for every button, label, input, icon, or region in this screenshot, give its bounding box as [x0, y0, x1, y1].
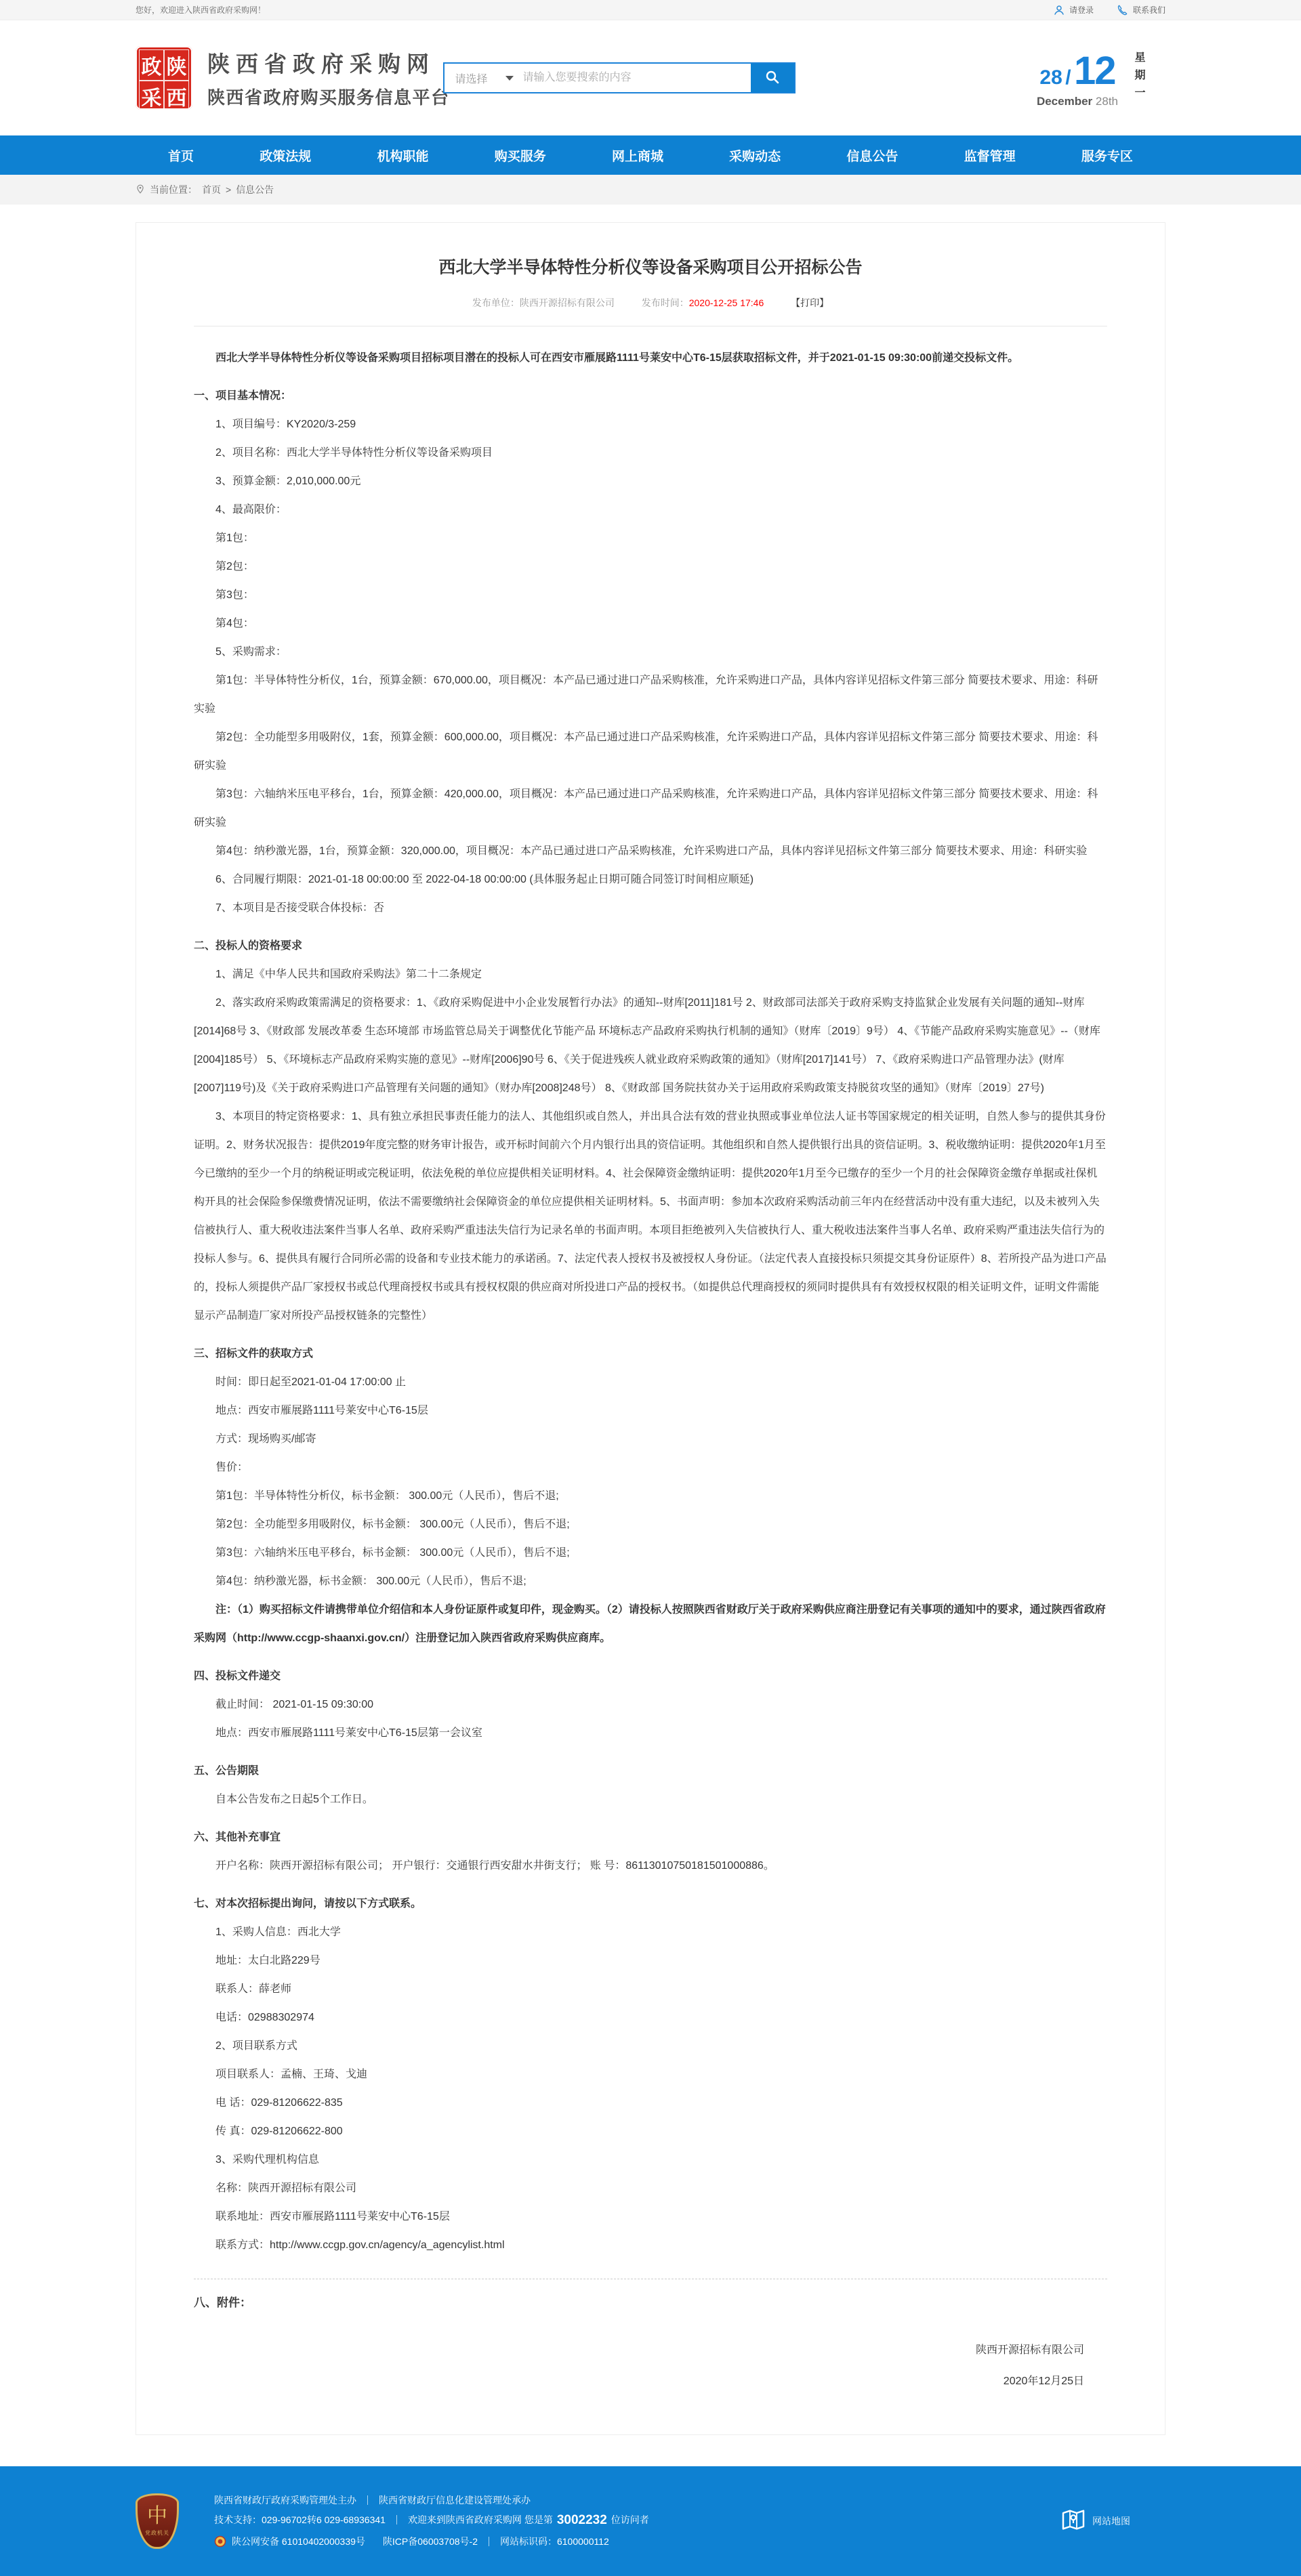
- article-paragraph: 二、投标人的资格要求: [194, 940, 303, 952]
- police-badge-icon: [214, 2535, 226, 2548]
- search-category-select[interactable]: [445, 64, 523, 92]
- article-paragraph: 第3包：六轴纳米压电平移台，标书金额： 300.00元（人民币），售后不退;: [215, 1547, 570, 1559]
- article-paragraph: 项目联系人：孟楠、王琦、戈迪: [215, 2069, 368, 2080]
- footer-organizer: 陕西省财政厅政府采购管理处主办: [214, 2494, 356, 2506]
- user-icon: [1053, 4, 1065, 16]
- nav-item[interactable]: 首页: [168, 149, 194, 164]
- article-paragraph: 2、项目名称：西北大学半导体特性分析仪等设备采购项目: [215, 447, 493, 459]
- footer-beian-police[interactable]: 陕公网安备 61010402000339号: [232, 2535, 365, 2547]
- footer-beian-icp[interactable]: 陕ICP备06003708号-2: [382, 2535, 478, 2547]
- article-body: [194, 344, 1107, 2260]
- article-meta: [194, 296, 1107, 326]
- logo-char: 陕: [164, 49, 189, 81]
- date-day-en: 28th: [1095, 94, 1118, 108]
- footer-divider: [396, 2515, 397, 2525]
- attachment-heading: 八、附件：: [194, 2296, 251, 2309]
- article-paragraph: 联系地址：西安市雁展路1111号莱安中心T6-15层: [215, 2211, 450, 2222]
- article-paragraph: 联系方式：http://www.ccgp.gov.cn/agency/a_agencylist.html: [215, 2239, 505, 2251]
- article-paragraph: 1、项目编号：KY2020/3-259: [215, 419, 356, 430]
- site-title: 陕西省政府采购网: [207, 51, 435, 77]
- article-paragraph: 开户名称：陕西开源招标有限公司； 开户银行：交通银行西安甜水井街支行； 账 号：86113010750181501000886。: [215, 1860, 775, 1872]
- date-month: 12: [1074, 48, 1115, 93]
- article-paragraph: 7、本项目是否接受联合体投标：否: [215, 902, 384, 914]
- publisher-label: 发布单位：: [472, 297, 520, 308]
- article-paragraph: 4、最高限价：: [215, 504, 287, 515]
- phone-icon: [1117, 4, 1129, 16]
- article-paragraph: 地点：西安市雁展路1111号莱安中心T6-15层第一会议室: [215, 1727, 482, 1739]
- signature-date: 2020年12月25日: [1003, 2376, 1084, 2387]
- date-widget: 28 / 12 December 28th 星期一: [1036, 48, 1144, 108]
- contact-link[interactable]: [1117, 4, 1165, 16]
- nav-item[interactable]: 机构职能: [377, 149, 429, 164]
- publish-time-value: 2020-12-25 17:46: [688, 297, 764, 308]
- date-month-en: December: [1036, 94, 1093, 108]
- article-paragraph: 电话：02988302974: [215, 2012, 314, 2023]
- logo-char: 西: [164, 81, 189, 112]
- search-icon: [764, 69, 781, 87]
- article-paragraph: 6、合同履行期限：2021-01-18 00:00:00 至 2022-04-18 00:00:00 (具体服务起止日期可随合同签订时间相应顺延): [215, 874, 754, 885]
- article-paragraph: 自本公告发布之日起5个工作日。: [215, 1794, 373, 1805]
- article-paragraph: 5、采购需求：: [215, 646, 287, 658]
- signature-block: [194, 2335, 1107, 2397]
- login-link[interactable]: [1053, 4, 1094, 16]
- footer-divider: [367, 2495, 368, 2505]
- article-paragraph: 第1包：半导体特性分析仪，1台，预算金额：670,000.00，项目概况：本产品已通过进口产品采购核准，允许采购进口产品，具体内容详见招标文件第三部分 简要技术要求、用途：科研实验: [194, 675, 1098, 715]
- page-title: 西北大学半导体特性分析仪等设备采购项目公开招标公告: [438, 258, 863, 277]
- article-paragraph: 第2包：全功能型多用吸附仪，1套，预算金额：600,000.00，项目概况：本产品已通过进口产品采购核准，允许采购进口产品，具体内容详见招标文件第三部分 简要技术要求、用途：科研实验: [194, 732, 1098, 772]
- article-paragraph: 第2包：: [215, 561, 254, 572]
- site-header: [0, 20, 1301, 135]
- article-paragraph: 第4包：纳秒激光器，标书金额： 300.00元（人民币），售后不退;: [215, 1576, 526, 1587]
- article-paragraph: 六、其他补充事宜: [194, 1832, 281, 1843]
- nav-item[interactable]: 监督管理: [964, 149, 1016, 164]
- nav-item[interactable]: 网上商城: [611, 149, 663, 164]
- article-paragraph: 第1包：半导体特性分析仪，标书金额： 300.00元（人民币），售后不退;: [215, 1490, 559, 1502]
- article-paragraph: 1、满足《中华人民共和国政府采购法》第二十二条规定: [215, 969, 482, 980]
- sitemap-link[interactable]: [1060, 2506, 1130, 2537]
- article-paragraph: 五、公告期限: [194, 1765, 260, 1777]
- article-paragraph: 电 话：029-81206622-835: [215, 2097, 343, 2109]
- article-paragraph: 第3包：六轴纳米压电平移台，1台，预算金额：420,000.00，项目概况：本产品已通过进口产品采购核准，允许采购进口产品，具体内容详见招标文件第三部分 简要技术要求、用途：科研实验: [194, 788, 1098, 828]
- topbar: [0, 0, 1301, 20]
- article-paragraph: 时间：即日起至2021-01-04 17:00:00 止: [215, 1376, 407, 1388]
- main-content: [0, 205, 1301, 2466]
- article-paragraph: 截止时间： 2021-01-15 09:30:00: [215, 1699, 374, 1710]
- logo-char: 采: [139, 81, 164, 112]
- footer-visitor-post: 位访问者: [611, 2514, 649, 2525]
- article-paragraph: 方式：现场购买/邮寄: [215, 1433, 316, 1445]
- nav-item[interactable]: 政策法规: [260, 149, 312, 164]
- article-paragraph: 四、投标文件递交: [194, 1670, 281, 1682]
- publish-time-label: 发布时间：: [641, 297, 689, 308]
- article-paragraph: 七、对本次招标提出询问，请按以下方式联系。: [194, 1898, 422, 1909]
- site-subtitle: 陕西省政府购买服务信息平台: [207, 87, 450, 108]
- location-pin-icon: [136, 184, 145, 196]
- breadcrumb-bar: [0, 175, 1301, 205]
- breadcrumb-current[interactable]: 信息公告: [236, 184, 274, 195]
- signature-company: 陕西开源招标有限公司: [975, 2344, 1084, 2356]
- logo-char: 政: [139, 49, 164, 81]
- article-paragraph: 第4包：纳秒激光器，1台，预算金额：320,000.00，项目概况：本产品已通过进口产品采购核准，允许采购进口产品，具体内容详见招标文件第三部分 简要技术要求、用途：科研实验: [215, 845, 1088, 857]
- article-paragraph: 第4包：: [215, 618, 254, 629]
- article-paragraph: 1、采购人信息：西北大学: [215, 1926, 341, 1938]
- publisher-value: 陕西开源招标有限公司: [519, 297, 615, 308]
- article-paragraph: 3、本项目的特定资格要求：1、具有独立承担民事责任能力的法人、其他组织或自然人，并出具合法有效的营业执照或事业单位法人证书等国家规定的相关证明，自然人参与的提供其身份证明。2、财务状况报告：提供2019年度完整的财务审计报告，或开标时间前六个月内银行出具的资信证明。其他组织和自然人提供银行出具的资信证明。3、税收缴纳证明：提供2020年1月至今已缴纳的至少一个月的纳税证明或完税证明，依法免税的单位应提供相关证明材料。4、社会保障资金缴纳证明：提供2020年1月至今已缴存的至少一个月的社会保障资金缴存单据或社保机构开具的社会保险参保缴费情况证明，依法不需要缴纳社会保障资金的单位应提供相关证明材料。5、书面声明：参加本次政府采购活动前三年内在经营活动中没有重大违纪，以及未被列入失信被执行人、重大税收违法案件当事人名单、政府采购严重违法失信行为记录名单的书面声明。本项目拒绝被列入失信被执行人、重大税收违法案件当事人名单、政府采购严重违法失信行为的投标人参与。6、提供具有履行合同所必需的设备和专业技术能力的承诺函。7、法定代表人授权书及被授权人身份证。（法定代表人直接投标只须提交其身份证原件）8、若所投产品为进口产品的，投标人须提供产品厂家授权书或总代理商授权书或具有授权权限的供应商对所投进口产品的授权书。（如提供总代理商授权的须同时提供具有有效授权权限的相关证明文件，证明文件需能显示产品制造厂家对所投产品授权链条的完整性）: [194, 1111, 1107, 1322]
- search-bar: [443, 62, 796, 93]
- date-weekday: 星期一: [1133, 51, 1144, 104]
- article-paragraph: 一、项目基本情况：: [194, 390, 292, 402]
- search-button[interactable]: [751, 64, 794, 92]
- search-category-label: 请选择: [455, 73, 488, 85]
- nav-item[interactable]: 服务专区: [1081, 149, 1133, 164]
- date-day: 28: [1039, 66, 1062, 89]
- article-paragraph: 第2包：全功能型多用吸附仪，标书金额： 300.00元（人民币），售后不退;: [215, 1519, 570, 1530]
- footer-site-code: 网站标识码：6100000112: [499, 2535, 609, 2547]
- site-footer: [0, 2466, 1301, 2576]
- government-emblem-icon: 中 党政机关: [136, 2493, 179, 2549]
- article-paragraph: 联系人：薛老师: [215, 1983, 292, 1995]
- nav-item[interactable]: 购买服务: [494, 149, 546, 164]
- nav-item[interactable]: 采购动态: [729, 149, 781, 164]
- footer-visitor-pre: 欢迎来到陕西省政府采购网 您是第: [407, 2514, 553, 2525]
- nav-item[interactable]: 信息公告: [846, 149, 899, 164]
- article-paragraph: 注：（1）购买招标文件请携带单位介绍信和本人身份证原件或复印件，现金购买。（2）请投标人按照陕西省财政厅关于政府采购供应商注册登记有关事项的通知中的要求，通过陕西省政府采购网（http://www.ccgp-shaanxi.gov.cn/）注册登记加入陕西省政府采购供应商库。: [194, 1604, 1106, 1644]
- welcome-text: 您好，欢迎进入陕西省政府采购网！: [136, 5, 266, 15]
- article-paragraph: 售价：: [215, 1462, 249, 1473]
- article-paragraph: 名称：陕西开源招标有限公司: [215, 2182, 357, 2194]
- article-paragraph: 2、落实政府采购政策需满足的资格要求：1、《政府采购促进中小企业发展暂行办法》的通知--财库[2011]181号 2、财政部司法部关于政府采购支持监狱企业发展有关问题的通知--财库[2014]68号 3、《财政部 发展改革委 生态环境部 市场监管总局关于调整优化节能产品 环境标志产品政府采购执行机制的通知》（财库〔2019〕9号） 4、《节能产品政府采购实施意见》--（财库[2004]185号） 5、《环境标志产品政府采购实施的意见》--财库[2006]90号 6、《关于促进残疾人就业政府采购政策的通知》（财库[2017]141号） 7、《政府采购进口产品管理办法》(财库[2007]119号)及《关于政府采购进口产品管理有关问题的通知》（财办库[2008]248号） 8、《财政部 国务院扶贫办关于运用政府采购政策支持脱贫攻坚的通知》（财库〔2019〕27号): [194, 997, 1100, 1094]
- article-paragraph: 三、招标文件的获取方式: [194, 1348, 314, 1359]
- article-paragraph: 第3包：: [215, 589, 254, 601]
- article-paragraph: 西北大学半导体特性分析仪等设备采购项目招标项目潜在的投标人可在西安市雁展路1111号莱安中心T6-15层获取招标文件，并于2021-01-15 09:30:00前递交投标文件。: [215, 352, 1019, 364]
- article-paragraph: 地址：太白北路229号: [215, 1955, 321, 1966]
- article-paragraph: 第1包：: [215, 532, 254, 544]
- article-paragraph: 2、项目联系方式: [215, 2040, 297, 2052]
- article-paragraph: 传 真：029-81206622-800: [215, 2126, 343, 2137]
- announcement-card: [136, 222, 1165, 2435]
- article-paragraph: 3、预算金额：2,010,000.00元: [215, 476, 361, 487]
- article-paragraph: 地点：西安市雁展路1111号莱安中心T6-15层: [215, 1405, 428, 1416]
- footer-tech-support: 技术支持：029-96702转6 029-68936341: [214, 2514, 386, 2525]
- main-nav: [0, 135, 1301, 175]
- breadcrumb-separator: >: [226, 184, 232, 195]
- sitemap-label: 网站地图: [1092, 2516, 1130, 2527]
- chevron-down-icon: [505, 76, 514, 81]
- article-paragraph: 3、采购代理机构信息: [215, 2154, 319, 2166]
- breadcrumb-prefix: 当前位置：: [150, 184, 197, 195]
- footer-undertaker: 陕西省财政厅信息化建设管理处承办: [379, 2494, 531, 2506]
- site-logo[interactable]: [136, 46, 192, 110]
- search-input[interactable]: [523, 64, 751, 92]
- print-button[interactable]: 【打印】: [791, 297, 829, 308]
- contact-label: 联系我们: [1132, 5, 1165, 15]
- visitor-count: 3002232: [556, 2512, 607, 2527]
- breadcrumb-home[interactable]: 首页: [202, 184, 221, 195]
- login-label: 请登录: [1069, 5, 1094, 15]
- map-icon: [1060, 2506, 1087, 2537]
